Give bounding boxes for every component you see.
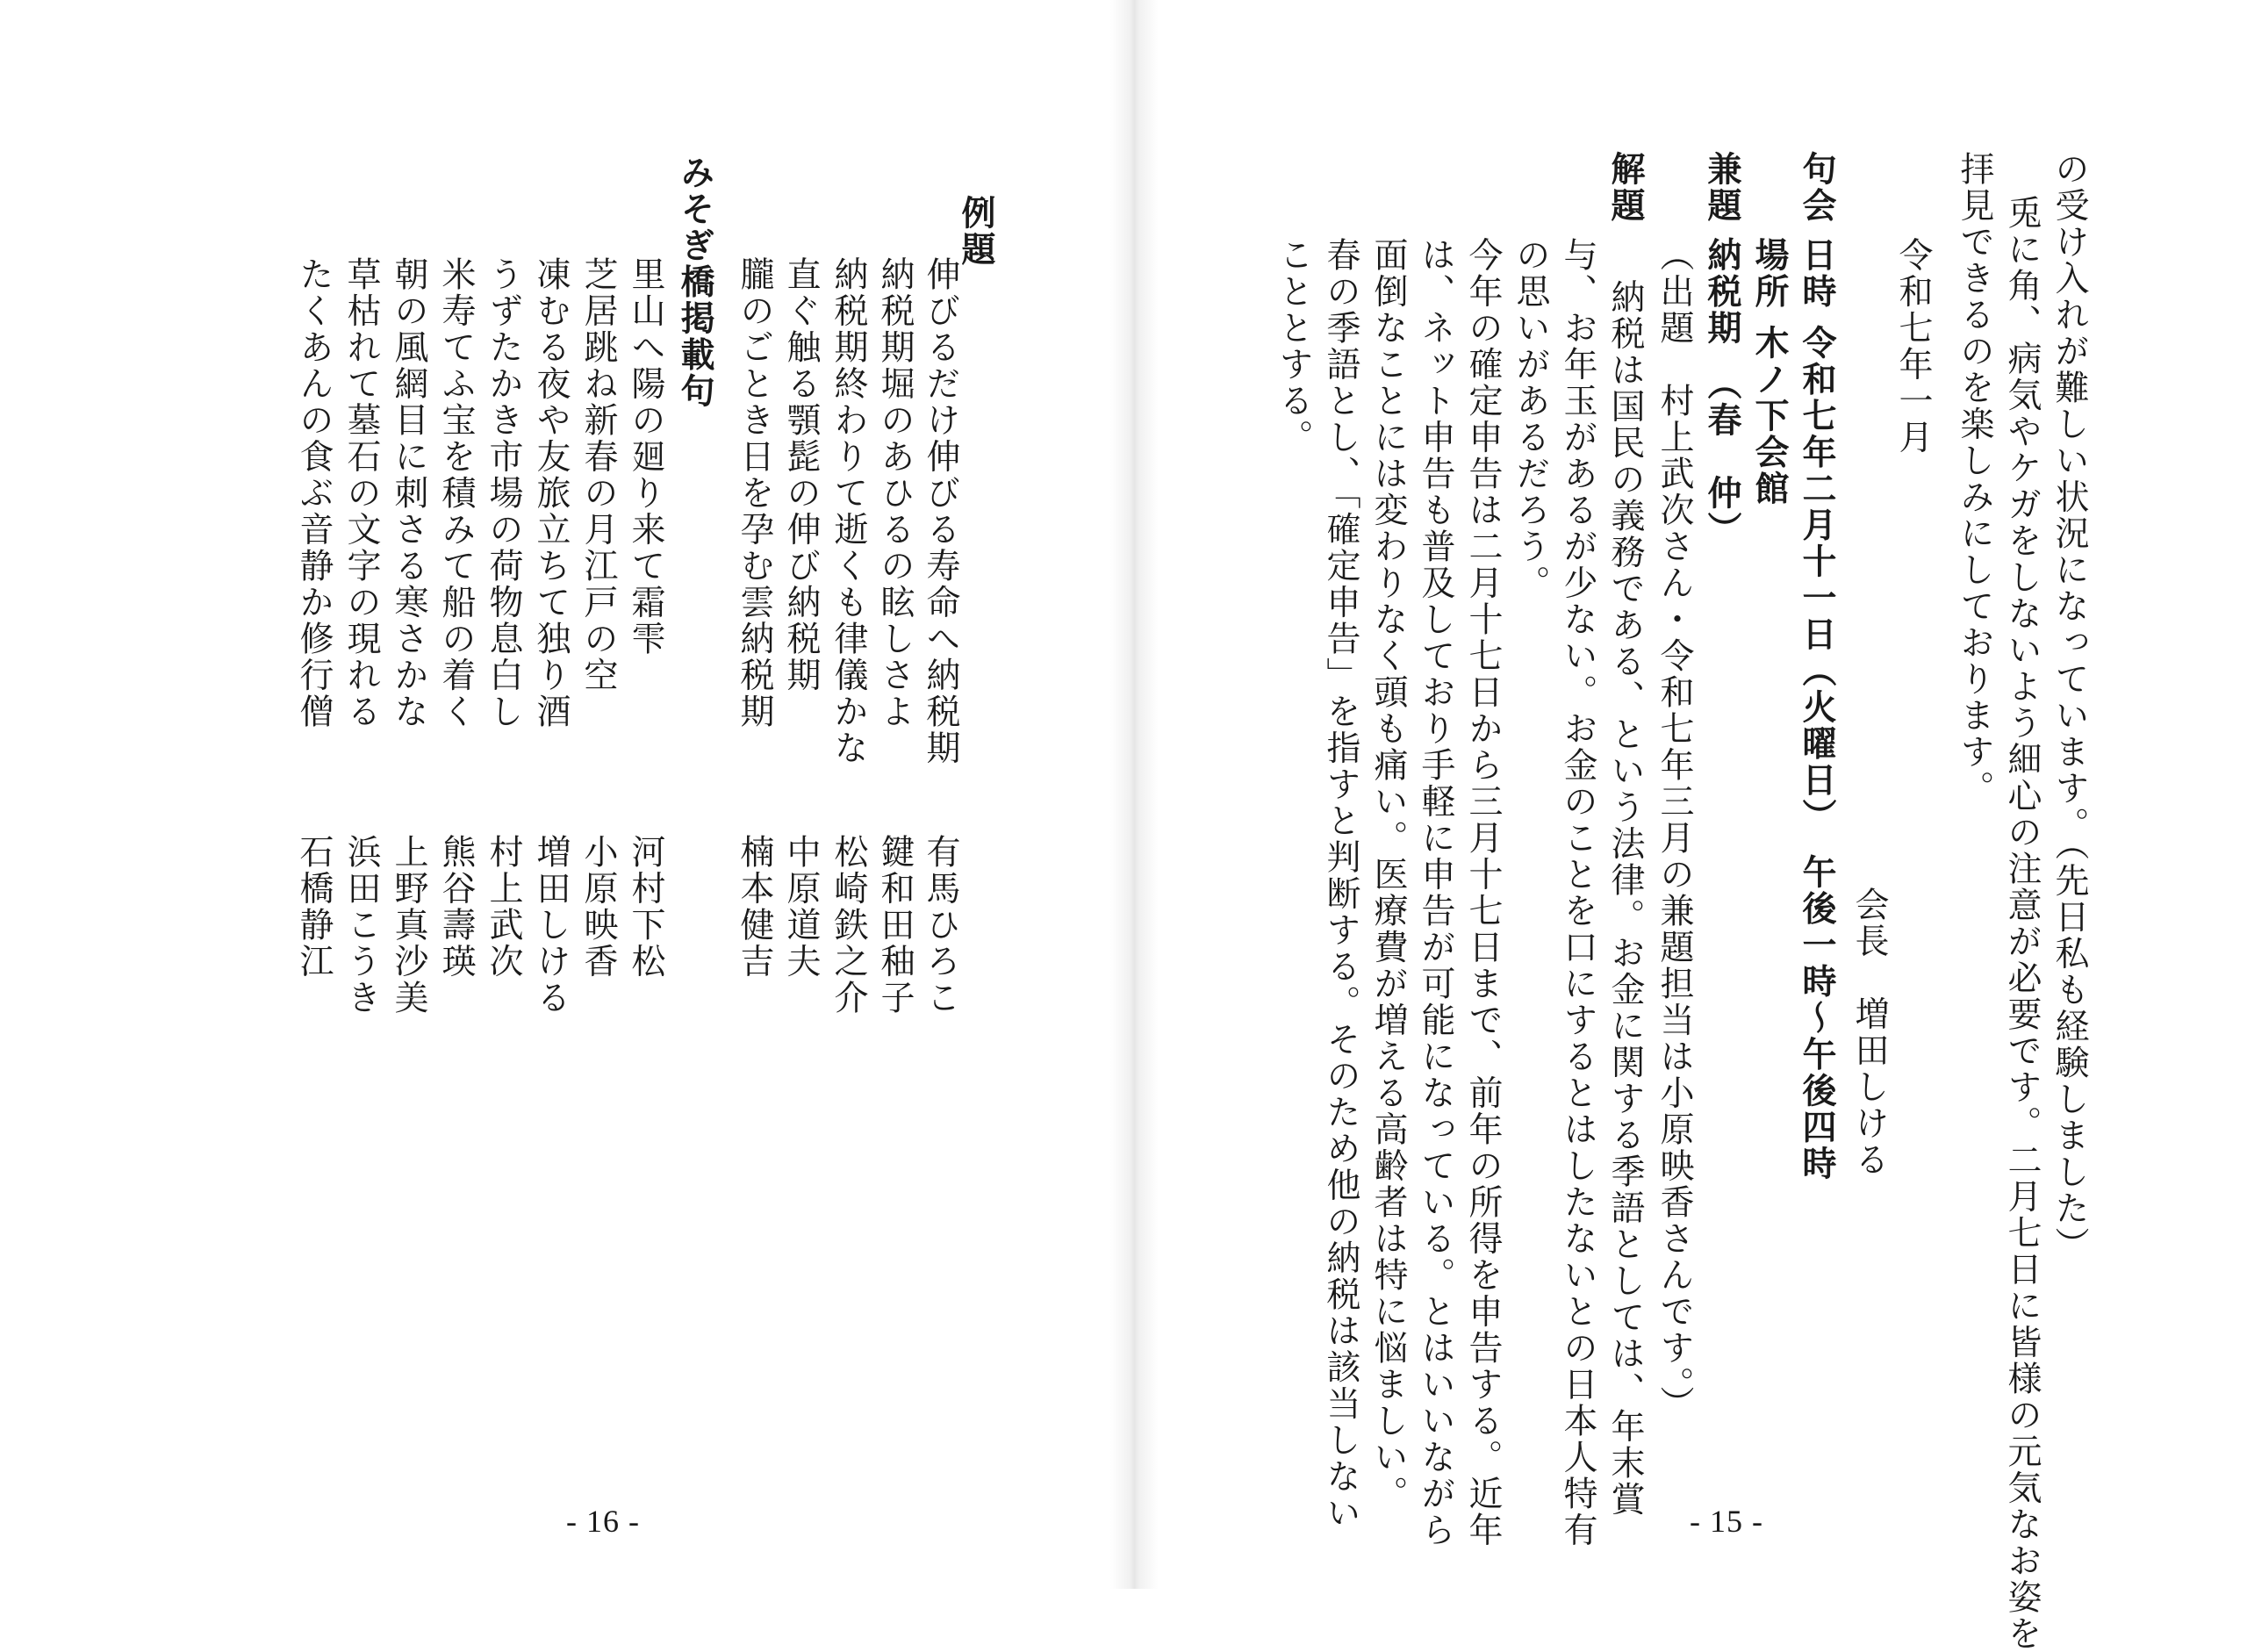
letter-date: 令和七年一月 — [1893, 237, 1933, 456]
intro-line-1: の受け入れが難しい状況になっています。（先日私も経験しました） — [2050, 151, 2089, 1263]
kendai-setter: （出題 村上武次さん・令和七年三月の兼題担当は小原映香さんです。） — [1655, 237, 1694, 1422]
misogi-heading: みそぎ橋掲載句 — [675, 154, 715, 410]
kukai-place-label: 場所 — [1749, 237, 1790, 310]
kukai-datetime-label: 日時 — [1797, 237, 1837, 310]
reidai-heading: 例題 — [956, 195, 996, 268]
page-15 — [1141, 0, 2247, 1652]
page-number-15: - 15 - — [1690, 1504, 1763, 1539]
misogi-author-8: 石橋静江 — [294, 834, 334, 980]
intro-line-3: 拝見できるのを楽しみにしております。 — [1955, 151, 1994, 807]
kaidai-line-8: こととする。 — [1274, 237, 1313, 456]
kaidai-line-5: は、ネット申告も普及しており手軽に申告が可能になっている。とはいいながら — [1416, 237, 1455, 1548]
misogi-author-1: 河村下松 — [626, 834, 665, 980]
reidai-author-3: 松崎鉄之介 — [829, 834, 868, 1016]
reidai-haiku-2: 納税期堀のあひるの眩しさよ — [875, 256, 915, 730]
misogi-haiku-8: たくあんの食ぶ音静か修行僧 — [294, 256, 334, 730]
reidai-author-4: 中原道夫 — [781, 834, 821, 980]
misogi-haiku-5: 米寿てふ宝を積みて船の着く — [436, 256, 476, 730]
kukai-place-value: 木ノ下会館 — [1749, 325, 1790, 507]
intro-line-2: 兎に角、病気やケガをしないよう細心の注意が必要です。二月七日に皆様の元気なお姿を — [2002, 195, 2042, 1652]
misogi-author-4: 村上武次 — [484, 834, 523, 980]
misogi-author-6: 上野真沙美 — [389, 834, 428, 1016]
misogi-haiku-6: 朝の風網目に刺さる寒さかな — [389, 256, 428, 730]
kukai-datetime-value: 令和七年二月十一日（火曜日） 午後一時〜午後四時 — [1797, 325, 1837, 1182]
kaidai-line-6: 面倒なことには変わりなく頭も痛い。医療費が増える高齢者は特に悩ましい。 — [1368, 237, 1408, 1512]
reidai-author-1: 有馬ひろこ — [921, 834, 960, 1016]
reidai-author-5: 楠本健吉 — [735, 834, 774, 980]
reidai-haiku-3: 納税期終わりて逝くも律儀かな — [829, 256, 868, 766]
misogi-haiku-4: うずたかき市場の荷物息白し — [484, 256, 523, 730]
misogi-haiku-3: 凍むる夜や友旅立ちて独り酒 — [531, 256, 571, 730]
kaidai-line-4: 今年の確定申告は二月十七日から三月十七日まで、前年の所得を申告する。近年 — [1463, 237, 1503, 1548]
misogi-author-2: 小原映香 — [578, 834, 618, 980]
kaidai-line-7: 春の季語とし、「確定申告」を指すと判断する。そのため他の納税は該当しない — [1321, 237, 1360, 1532]
kaidai-line-1: 納税は国民の義務である、という法律。お金に関する季語としては、年末賞 — [1605, 279, 1645, 1518]
reidai-author-2: 鍵和田秞子 — [875, 834, 915, 1016]
misogi-haiku-1: 里山へ陽の廻り来て霜雫 — [626, 256, 665, 657]
page-number-16: - 16 - — [566, 1504, 640, 1539]
reidai-haiku-5: 朧のごとき日を孕む雲納税期 — [735, 256, 774, 730]
reidai-haiku-1: 伸びるだけ伸びる寿命へ納税期 — [921, 256, 960, 766]
misogi-haiku-2: 芝居跳ね新春の月江戸の空 — [578, 256, 618, 693]
misogi-author-3: 増田しける — [531, 834, 571, 1016]
kendai-subject: 納税期 （春 仲） — [1702, 237, 1742, 548]
misogi-author-5: 熊谷壽瑛 — [436, 834, 476, 980]
kendai-heading: 兼題 — [1702, 151, 1742, 224]
misogi-haiku-7: 草枯れて墓石の文字の現れる — [341, 256, 381, 730]
page-16 — [0, 0, 1115, 1589]
misogi-author-7: 浜田こうき — [341, 834, 381, 1016]
reidai-haiku-4: 直ぐ触る顎髭の伸び納税期 — [781, 256, 821, 693]
letter-signature: 会長 増田しける — [1849, 887, 1889, 1178]
kaidai-heading: 解題 — [1605, 151, 1646, 224]
kukai-heading: 句会 — [1797, 151, 1837, 224]
kaidai-line-3: の思いがあるだろう。 — [1511, 237, 1550, 601]
kaidai-line-2: 与、お年玉があるが少ない。お金のことを口にするとはしたないとの日本人特有 — [1558, 237, 1597, 1548]
